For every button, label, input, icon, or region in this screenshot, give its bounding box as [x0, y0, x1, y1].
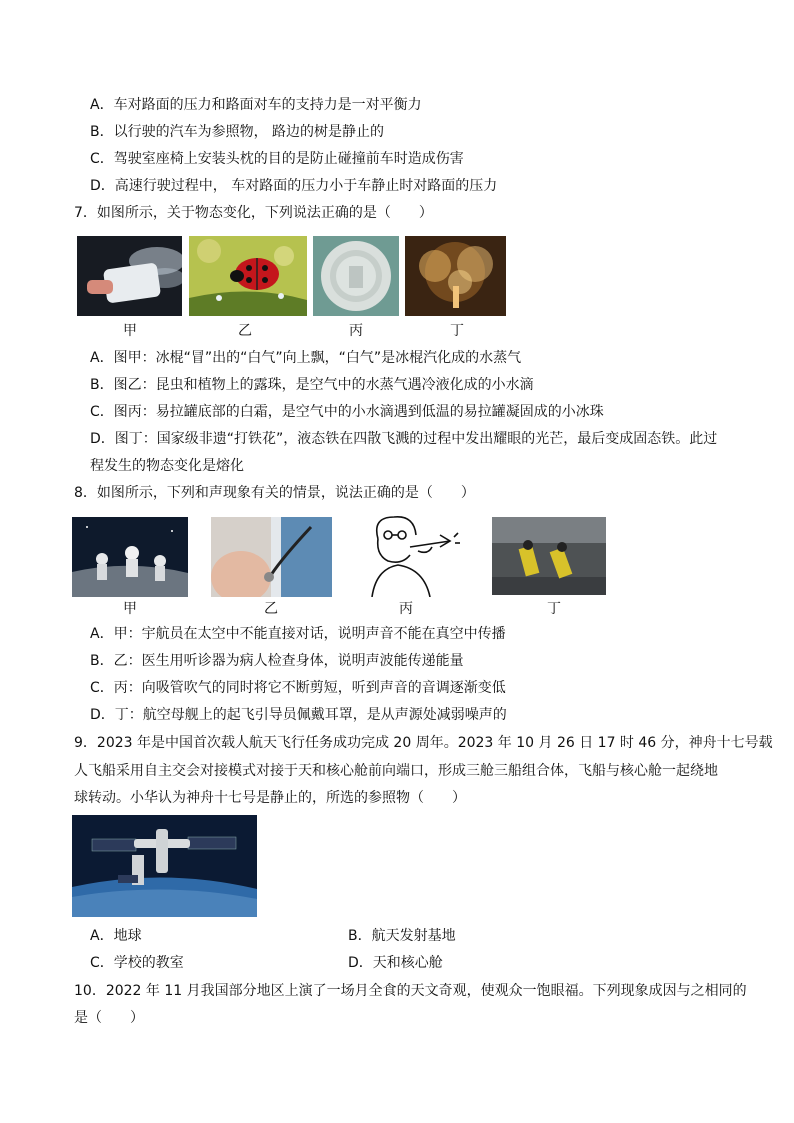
- q8-caption-ding: 丁: [547, 601, 561, 617]
- q6-option-c: C．驾驶室座椅上安装头枕的目的是防止碰撞前车时造成伤害: [90, 151, 464, 167]
- q9-stem-line-1: 9．2023 年是中国首次载人航天飞行任务成功完成 20 周年。2023 年 10 月 26 日 17 时 46 分，神舟十七号载: [74, 735, 773, 751]
- q8-option-c: C．丙：向吸管吹气的同时将它不断剪短，听到声音的音调逐渐变低: [90, 680, 506, 696]
- frosted-can-photo: [313, 236, 399, 316]
- space-station-photo: [72, 815, 257, 917]
- ladybug-photo: [189, 236, 307, 316]
- q6-option-b: B．以行驶的汽车为参照物， 路边的树是静止的: [90, 124, 385, 140]
- straw-cartoon-drawing: [358, 511, 462, 597]
- popsicle-photo: [77, 236, 182, 316]
- astronauts-photo: [72, 517, 188, 597]
- q7-caption-yi: 乙: [238, 323, 252, 339]
- q7-option-d: D．图丁：国家级非遗“打铁花”，液态铁在四散飞溅的过程中发出耀眼的光芒，最后变成固态铁。此过: [90, 431, 718, 447]
- q7-caption-jia: 甲: [123, 323, 137, 339]
- q10-stem-line-1: 10．2022 年 11 月我国部分地区上演了一场月全食的天文奇观，使观众一饱眼福。下列现象成因与之相同的: [74, 983, 747, 999]
- q9-option-b: B．航天发射基地: [348, 928, 456, 944]
- q8-option-a: A．甲：宇航员在太空中不能直接对话，说明声音不能在真空中传播: [90, 626, 506, 642]
- q9-option-a: A．地球: [90, 928, 142, 944]
- q7-option-a: A．图甲：冰棍“冒”出的“白气”向上飘，“白气”是冰棍汽化成的水蒸气: [90, 350, 522, 366]
- q9-option-d: D．天和核心舱: [348, 955, 443, 971]
- q8-stem: 8．如图所示，下列和声现象有关的情景，说法正确的是（ ）: [74, 485, 475, 501]
- q6-option-d: D．高速行驶过程中， 车对路面的压力小于车静止时对路面的压力: [90, 178, 498, 194]
- iron-flower-photo: [405, 236, 506, 316]
- q6-option-a: A．车对路面的压力和路面对车的支持力是一对平衡力: [90, 97, 422, 113]
- q8-option-d: D．丁：航空母舰上的起飞引导员佩戴耳罩，是从声源处减弱噪声的: [90, 707, 507, 723]
- q10-stem-line-2: 是（ ）: [74, 1010, 144, 1026]
- q8-caption-bing: 丙: [399, 601, 413, 617]
- q8-caption-jia: 甲: [123, 601, 137, 617]
- q8-caption-yi: 乙: [264, 601, 278, 617]
- q9-option-c: C．学校的教室: [90, 955, 184, 971]
- q7-option-b: B．图乙：昆虫和植物上的露珠，是空气中的水蒸气遇冷液化成的小水滴: [90, 377, 534, 393]
- q7-stem: 7．如图所示，关于物态变化，下列说法正确的是（ ）: [74, 205, 433, 221]
- q8-option-b: B．乙：医生用听诊器为病人检查身体，说明声波能传递能量: [90, 653, 464, 669]
- carrier-crew-photo: [492, 517, 606, 595]
- q7-caption-ding: 丁: [450, 323, 464, 339]
- q7-option-d-continued: 程发生的物态变化是熔化: [90, 458, 244, 474]
- q9-stem-line-2: 人飞船采用自主交会对接模式对接于天和核心舱前向端口，形成三舱三船组合体，飞船与核心舱一起绕地: [74, 763, 718, 779]
- q7-option-c: C．图丙：易拉罐底部的白霜，是空气中的小水滴遇到低温的易拉罐凝固成的小冰珠: [90, 404, 604, 420]
- stethoscope-photo: [211, 517, 332, 597]
- q7-caption-bing: 丙: [349, 323, 363, 339]
- q9-stem-line-3: 球转动。小华认为神舟十七号是静止的，所选的参照物（ ）: [74, 790, 466, 806]
